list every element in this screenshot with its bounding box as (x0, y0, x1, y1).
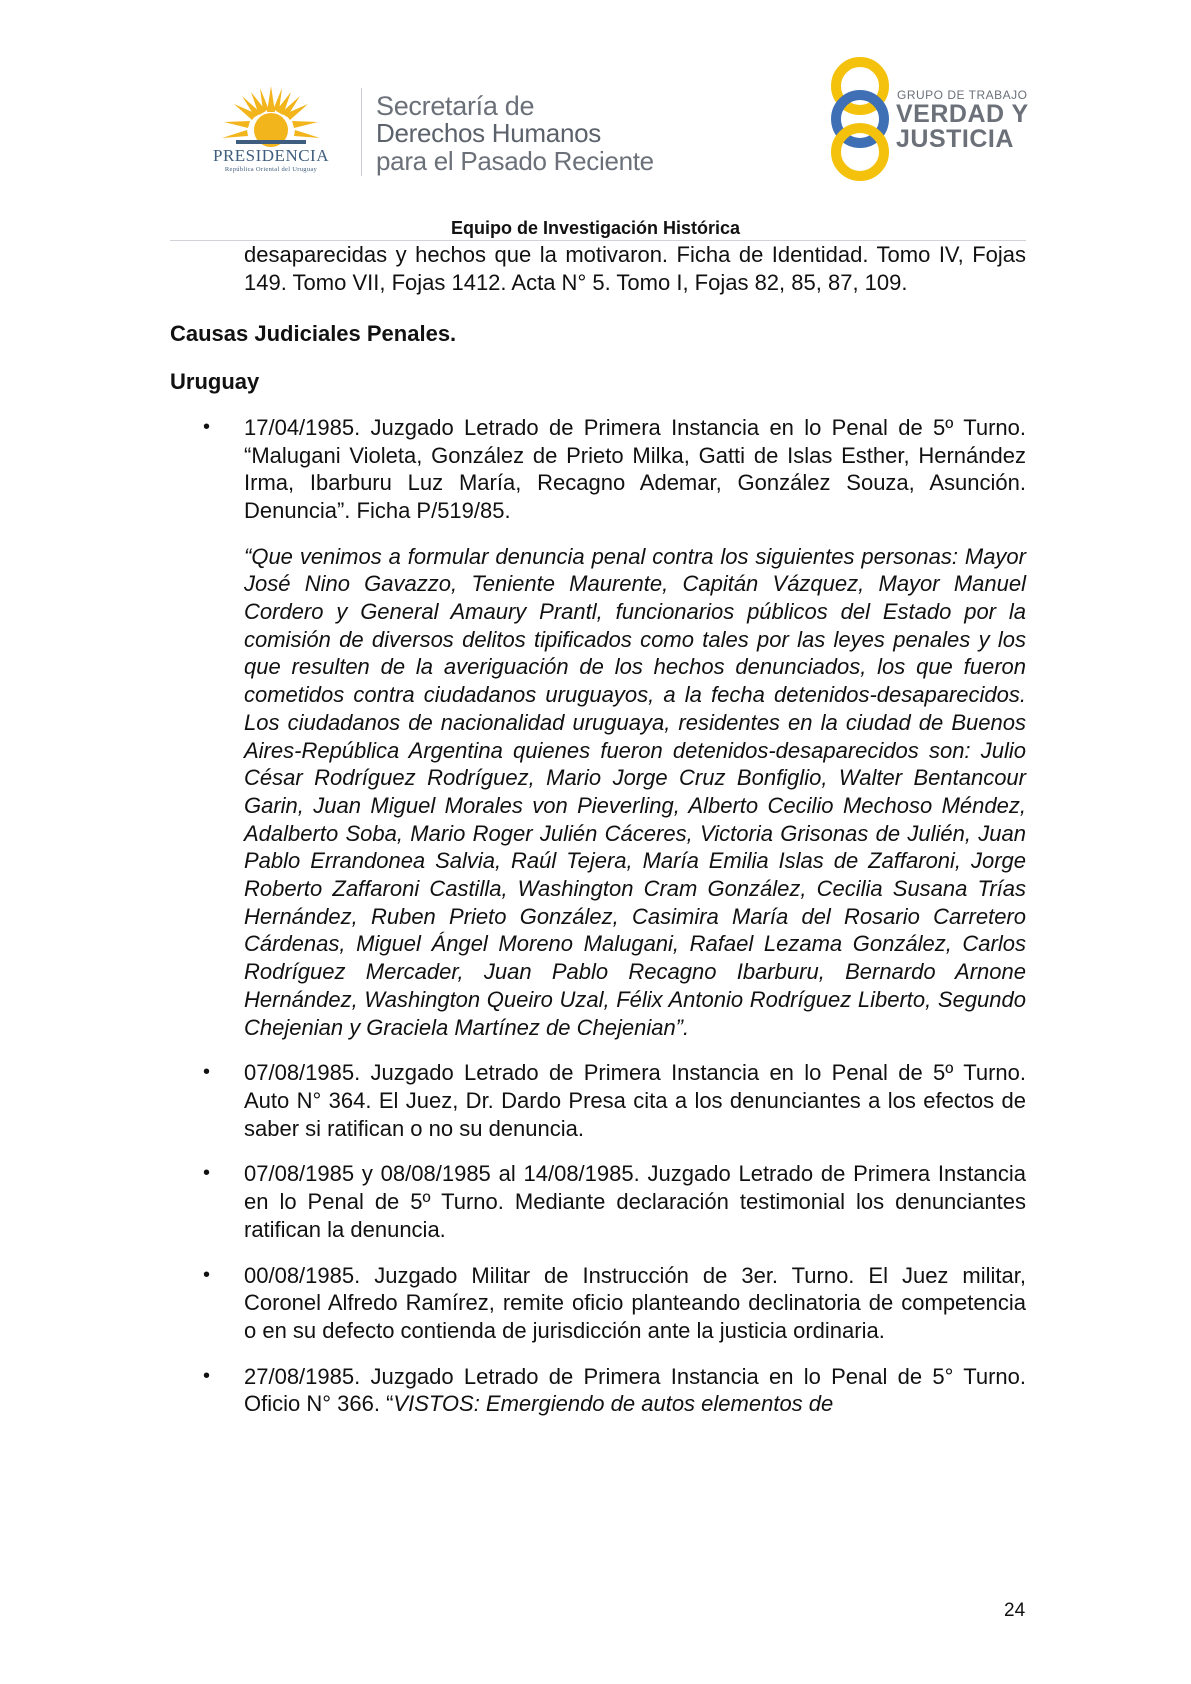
list-item (203, 1160, 1026, 1243)
verdad-justicia-title (896, 102, 1029, 151)
list-item-text: 07/08/1985. Juzgado Letrado de Primera Instancia en lo Penal de 5º Turno. Auto N° 364. El Juez, Dr. Dardo Presa cita a los denunciantes a los efectos de saber si ratifican o no su denuncia. (244, 1060, 1026, 1141)
presidencia-subtitle: República Oriental del Uruguay (224, 166, 318, 173)
page-number: 24 (1004, 1600, 1026, 1621)
list-item (203, 414, 1026, 525)
justicia-label: JUSTICIA (896, 124, 1014, 153)
country-heading: Uruguay (170, 369, 260, 395)
list-item (203, 1059, 1026, 1142)
continuation-paragraph: desaparecidas y hechos que la motivaron. Ficha de Identidad. Tomo IV, Fojas 149. Tomo VII, Fojas 1412. Acta N° 5. Tomo I, Fojas 82, 85, 87, 109. (244, 242, 1026, 295)
secretaria-line-1: Secretaría de (376, 91, 535, 121)
bullet-icon: • (203, 1162, 211, 1185)
secretaria-line-2: Derechos Humanos (376, 118, 601, 149)
page-header (0, 0, 1191, 238)
list-item-text: 07/08/1985 y 08/08/1985 al 14/08/1985. Juzgado Letrado de Primera Instancia en lo Penal de 5º Turno. Mediante declaración testimonial los denunciantes ratifican la denuncia. (244, 1161, 1026, 1242)
header-divider (361, 88, 362, 176)
list-item-text: 00/08/1985. Juzgado Militar de Instrucción de 3er. Turno. El Juez militar, Coronel Alfredo Ramírez, remite oficio planteando declinatoria de competencia o en su defecto contienda de jurisdicción ante la justicia ordinaria. (244, 1262, 1026, 1343)
presidencia-name: PRESIDENCIA (212, 146, 329, 165)
section-heading: Causas Judiciales Penales. (170, 321, 457, 347)
list-item-italic-text: VISTOS: Emergiendo de autos elementos de (393, 1391, 834, 1417)
quoted-denuncia: “Que venimos a formular denuncia penal contra los siguientes personas: Mayor José Nino Gavazzo, Teniente Maurente, Capitán Vázquez, Mayor Manuel Cordero y General Amaury Prantl, funcionarios públicos del Estado por la comisión de diversos delitos tipificados como tales por las leyes penales y los que resulten de la averiguación de los hechos denunciados, los que fueron cometidos contra ciudadanos uruguayos, a la fecha detenidos-desaparecidos. Los ciudadanos de nacionalidad uruguaya, residentes en la ciudad de Buenos Aires-República Argentina quienes fueron detenidos-desaparecidos son: Julio César Rodríguez Rodríguez, Mario Jorge Cruz Bonfiglio, Walter Bentancour Garin, Juan Miguel Morales von Pieverling, Alberto Cecilio Mechoso Méndez, Adalberto Soba, Mario Roger Julién Cáceres, Victoria Grisonas de Julién, Juan Pablo Errandonea Salvia, Raúl Tejera, María Emilia Islas de Zaffaroni, Jorge Roberto Zaffaroni Castilla, Washington Cram González, Cecilia Susana Trías Hernández, Ruben Prieto González, Casimira María del Rosario Carretero Cárdenas, Miguel Ángel Moreno Malugani, Rafael Lezama González, Carlos Rodríguez Mercader, Juan Pablo Recagno Ibarburu, Bernardo Arnone Hernández, Washington Queiro Uzal, Félix Antonio Rodríguez Liberto, Segundo Chejenian y Graciela Martínez de Chejenian”. (244, 543, 1026, 1040)
list-item-text: 27/08/1985. Juzgado Letrado de Primera Instancia en lo Penal de 5° Turno. Oficio N° 366. “ (244, 1363, 1026, 1417)
bullet-icon: • (203, 415, 211, 438)
list-item (203, 1262, 1026, 1345)
secretaria-line-3: para el Pasado Reciente (376, 145, 654, 176)
bullet-icon: • (203, 1263, 211, 1286)
verdad-label: VERDAD Y (896, 100, 1029, 128)
bullet-icon: • (203, 1364, 211, 1387)
secretaria-title (376, 92, 654, 175)
equipo-investigacion-title: Equipo de Investigación Histórica (450, 218, 741, 238)
bullet-icon: • (203, 1061, 211, 1084)
document-body (170, 241, 1026, 1418)
list-item-text: 17/04/1985. Juzgado Letrado de Primera Instancia en lo Penal de 5º Turno. “Malugani Violeta, González de Prieto Milka, Gatti de Islas Esther, Hernández Irma, Ibarburu Luz María, Recagno Ademar, González Souza, Asunción. Denuncia”. Ficha P/519/85. (244, 414, 1026, 523)
list-item (203, 1363, 1026, 1418)
verdad-justicia-rings-logo (822, 56, 902, 182)
grupo-trabajo-label: GRUPO DE TRABAJO (897, 88, 1028, 102)
